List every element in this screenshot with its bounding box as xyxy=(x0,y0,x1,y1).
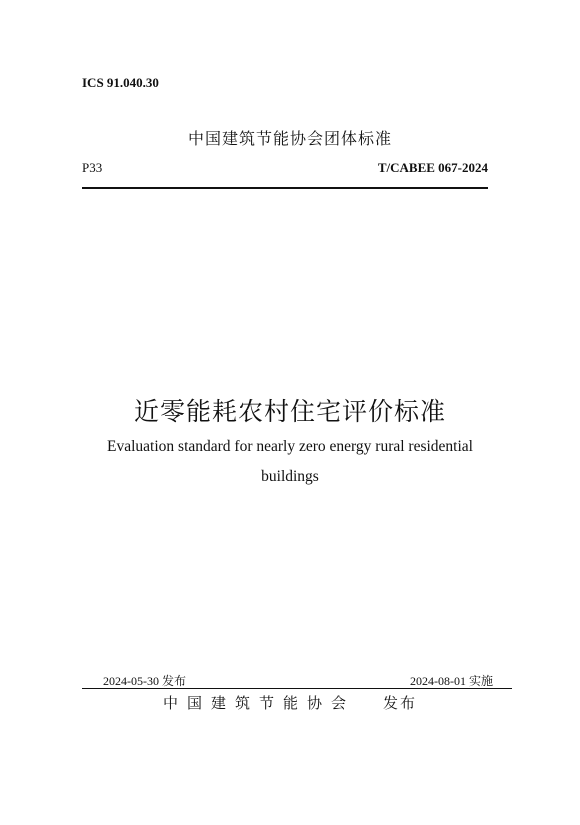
ics-code: ICS 91.040.30 xyxy=(82,75,159,90)
classification-code: P33 xyxy=(82,160,103,175)
footer-divider xyxy=(82,688,512,689)
organization-standard-label: 中国建筑节能协会团体标准 xyxy=(187,129,392,148)
publisher-name: 中国建筑节能协会 xyxy=(162,694,355,712)
title-chinese: 近零能耗农村住宅评价标准 xyxy=(133,397,446,426)
title-english-line-1: Evaluation standard for nearly zero energy rural residential xyxy=(107,438,473,455)
title-english xyxy=(0,432,580,492)
issue-date: 2024-05-30 发布 xyxy=(103,674,186,688)
title-english-line-2: buildings xyxy=(261,468,319,485)
header-divider xyxy=(82,187,488,189)
standard-number: T/CABEE 067-2024 xyxy=(377,160,488,175)
implementation-date: 2024-08-01 实施 xyxy=(410,674,493,688)
publish-label: 发布 xyxy=(383,694,418,712)
publisher-line xyxy=(0,692,580,713)
